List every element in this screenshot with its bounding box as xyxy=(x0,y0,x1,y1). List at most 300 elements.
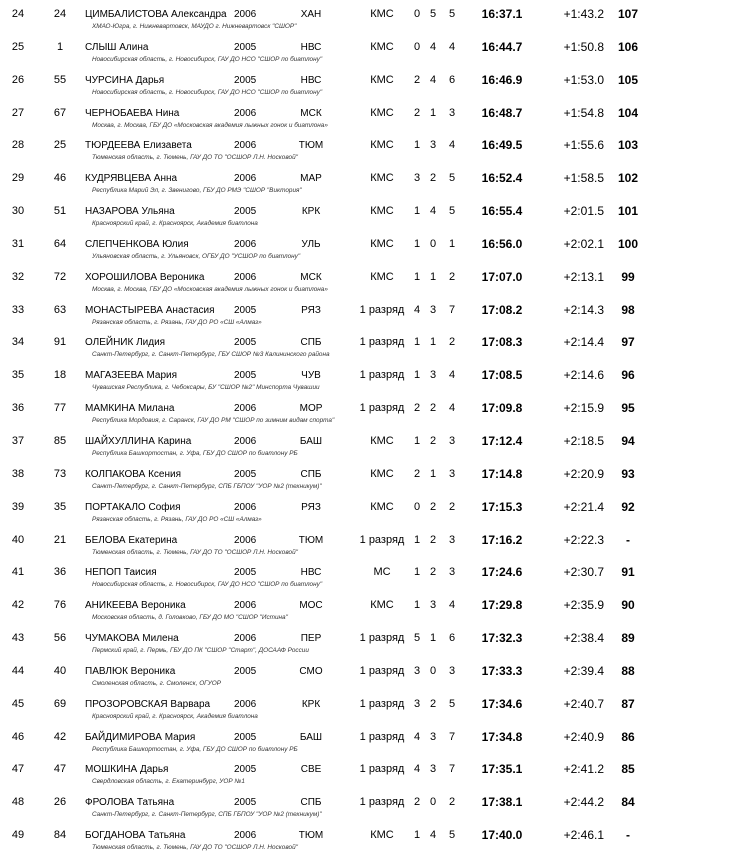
athlete-name: СЛЫШ Алина xyxy=(85,41,149,53)
finish-time-cell: 17:15.3 xyxy=(481,499,523,514)
region-cell: ТЮМ xyxy=(298,830,324,842)
region-cell: БАШ xyxy=(299,731,323,743)
bib-cell: 69 xyxy=(53,697,67,710)
region-cell: МОС xyxy=(299,600,323,612)
penalty-total-cell: 6 xyxy=(448,73,456,86)
sport-rank-cell: 1 разряд xyxy=(359,796,405,809)
sport-rank-cell: КМС xyxy=(370,829,394,842)
place-cell: 44 xyxy=(11,664,25,677)
sport-rank-cell: КМС xyxy=(370,172,394,185)
finish-time-cell: 17:12.4 xyxy=(481,433,523,448)
organization-cell: Санкт-Петербург, г. Санкт-Петербург, СПБ ГБПОУ "УОР №2 (техникум)" xyxy=(92,482,322,490)
sport-rank-cell: КМС xyxy=(370,237,394,250)
birth-year-cell: 2005 xyxy=(234,764,257,776)
sport-rank-cell: КМС xyxy=(370,434,394,447)
points-cell: 99 xyxy=(621,269,635,284)
penalty-total-cell: 6 xyxy=(448,632,456,645)
place-cell: 37 xyxy=(11,434,25,447)
region-cell: РЯЗ xyxy=(301,304,321,316)
points-cell: 95 xyxy=(621,401,635,416)
penalty-standing-cell: 1 xyxy=(429,270,437,283)
penalty-standing-cell: 3 xyxy=(429,599,437,612)
penalty-standing-cell: 3 xyxy=(429,763,437,776)
penalty-prone-cell: 2 xyxy=(413,402,421,415)
points-cell: 89 xyxy=(621,631,635,646)
points-cell: 86 xyxy=(621,729,635,744)
table-row xyxy=(0,361,750,394)
time-behind-cell: +2:44.2 xyxy=(563,795,604,810)
sport-rank-cell: 1 разряд xyxy=(359,303,405,316)
penalty-standing-cell: 1 xyxy=(429,336,437,349)
place-cell: 42 xyxy=(11,599,25,612)
penalty-standing-cell: 4 xyxy=(429,40,437,53)
time-behind-cell: +2:14.4 xyxy=(563,335,604,350)
penalty-total-cell: 4 xyxy=(448,40,456,53)
place-cell: 43 xyxy=(11,632,25,645)
organization-cell: Санкт-Петербург, г. Санкт-Петербург, ГБУ СШОР №3 Калининского района xyxy=(92,351,330,359)
penalty-standing-cell: 3 xyxy=(429,139,437,152)
points-cell: - xyxy=(626,828,630,843)
points-cell: 107 xyxy=(617,7,639,21)
points-cell: 84 xyxy=(621,795,635,810)
athlete-name: МОНАСТЫРЕВА Анастасия xyxy=(85,304,215,316)
finish-time-cell: 17:08.5 xyxy=(481,368,523,383)
time-behind-cell: +1:58.5 xyxy=(563,171,604,186)
penalty-standing-cell: 4 xyxy=(429,73,437,86)
points-cell: 96 xyxy=(621,368,635,383)
time-behind-cell: +1:50.8 xyxy=(563,39,604,54)
organization-cell: Санкт-Петербург, г. Санкт-Петербург, СПБ ГБПОУ "УОР №2 (техникум)" xyxy=(92,811,322,819)
time-behind-cell: +2:01.5 xyxy=(563,204,604,219)
region-cell: КРК xyxy=(301,206,321,218)
table-row xyxy=(0,460,750,493)
penalty-standing-cell: 2 xyxy=(429,697,437,710)
place-cell: 32 xyxy=(11,270,25,283)
organization-cell: Рязанская область, г. Рязань, ГАУ ДО РО «СШ «Алмаз» xyxy=(92,318,262,326)
region-cell: УЛЬ xyxy=(301,238,321,250)
time-behind-cell: +2:02.1 xyxy=(563,236,604,251)
birth-year-cell: 2005 xyxy=(234,74,257,86)
birth-year-cell: 2006 xyxy=(234,173,257,185)
organization-cell: Московская область, д. Головково, ГБУ ДО МО "СШОР "Истина" xyxy=(92,614,288,622)
penalty-total-cell: 3 xyxy=(448,566,456,579)
finish-time-cell: 17:35.1 xyxy=(481,762,523,777)
sport-rank-cell: 1 разряд xyxy=(359,763,405,776)
region-cell: ПЕР xyxy=(300,633,322,645)
athlete-name: КУДРЯВЦЕВА Анна xyxy=(85,173,178,185)
sport-rank-cell: КМС xyxy=(370,73,394,86)
penalty-prone-cell: 3 xyxy=(413,172,421,185)
penalty-total-cell: 1 xyxy=(448,237,456,250)
birth-year-cell: 2006 xyxy=(234,501,257,513)
bib-cell: 77 xyxy=(53,402,67,415)
athlete-name: МАМКИНА Милана xyxy=(85,403,175,415)
place-cell: 28 xyxy=(11,139,25,152)
birth-year-cell: 2005 xyxy=(234,206,257,218)
finish-time-cell: 16:55.4 xyxy=(481,204,523,219)
organization-cell: Республика Башкортостан, г. Уфа, ГБУ ДО СШОР по биатлону РБ xyxy=(92,745,298,753)
birth-year-cell: 2006 xyxy=(234,600,257,612)
birth-year-cell: 2005 xyxy=(234,304,257,316)
sport-rank-cell: 1 разряд xyxy=(359,336,405,349)
athlete-name: БЕЛОВА Екатерина xyxy=(85,534,178,546)
table-row xyxy=(0,197,750,230)
place-cell: 49 xyxy=(11,829,25,842)
organization-cell: Пермский край, г. Пермь, ГБУ ДО ПК "СШОР "Старт", ДОСААФ России xyxy=(92,647,309,655)
bib-cell: 24 xyxy=(53,8,67,20)
penalty-prone-cell: 5 xyxy=(413,632,421,645)
bib-cell: 73 xyxy=(53,467,67,480)
table-row xyxy=(0,427,750,460)
place-cell: 47 xyxy=(11,763,25,776)
place-cell: 31 xyxy=(11,237,25,250)
birth-year-cell: 2005 xyxy=(234,468,257,480)
region-cell: РЯЗ xyxy=(301,501,321,513)
penalty-prone-cell: 1 xyxy=(413,599,421,612)
time-behind-cell: +2:40.7 xyxy=(563,696,604,711)
birth-year-cell: 2005 xyxy=(234,370,257,382)
penalty-prone-cell: 1 xyxy=(413,270,421,283)
bib-cell: 64 xyxy=(53,237,67,250)
points-cell: 88 xyxy=(621,663,635,678)
place-cell: 33 xyxy=(11,303,25,316)
birth-year-cell: 2006 xyxy=(234,698,257,710)
penalty-total-cell: 2 xyxy=(448,336,456,349)
organization-cell: Москва, г. Москва, ГБУ ДО «Московская академия лыжных гонок и биатлона» xyxy=(92,121,328,129)
penalty-total-cell: 3 xyxy=(448,664,456,677)
time-behind-cell: +2:39.4 xyxy=(563,663,604,678)
athlete-name: ЧЕРНОБАЕВА Нина xyxy=(85,107,180,119)
penalty-total-cell: 4 xyxy=(448,369,456,382)
penalty-total-cell: 4 xyxy=(448,599,456,612)
birth-year-cell: 2006 xyxy=(234,830,257,842)
bib-cell: 21 xyxy=(53,533,67,546)
athlete-name: КОЛПАКОВА Ксения xyxy=(85,468,181,480)
sport-rank-cell: КМС xyxy=(370,270,394,283)
table-row xyxy=(0,526,750,559)
place-cell: 30 xyxy=(11,205,25,218)
athlete-name: ЧУМАКОВА Милена xyxy=(85,633,179,645)
points-cell: 106 xyxy=(617,39,639,54)
place-cell: 29 xyxy=(11,172,25,185)
organization-cell: Смоленская область, г. Смоленск, ОГУОР xyxy=(92,679,221,687)
points-cell: 105 xyxy=(617,72,639,87)
penalty-standing-cell: 2 xyxy=(429,533,437,546)
region-cell: МСК xyxy=(300,271,322,283)
finish-time-cell: 17:40.0 xyxy=(481,828,523,843)
table-row xyxy=(0,624,750,657)
penalty-prone-cell: 1 xyxy=(413,369,421,382)
organization-cell: Тюменская область, г. Тюмень, ГАУ ДО ТО "ОСШОР Л.Н. Носковой" xyxy=(92,844,298,852)
place-cell: 26 xyxy=(11,73,25,86)
bib-cell: 85 xyxy=(53,434,67,447)
athlete-name: ОЛЕЙНИК Лидия xyxy=(85,337,166,349)
region-cell: СВЕ xyxy=(300,764,322,776)
penalty-total-cell: 5 xyxy=(448,8,456,20)
table-row xyxy=(0,33,750,66)
penalty-standing-cell: 3 xyxy=(429,730,437,743)
penalty-total-cell: 3 xyxy=(448,533,456,546)
organization-cell: Тюменская область, г. Тюмень, ГАУ ДО ТО "ОСШОР Л.Н. Носковой" xyxy=(92,154,298,162)
athlete-name: ЦИМБАЛИСТОВА Александра xyxy=(85,9,227,20)
finish-time-cell: 17:08.2 xyxy=(481,302,523,317)
time-behind-cell: +2:21.4 xyxy=(563,499,604,514)
penalty-standing-cell: 1 xyxy=(429,106,437,119)
finish-time-cell: 16:46.9 xyxy=(481,72,523,87)
organization-cell: Тюменская область, г. Тюмень, ГАУ ДО ТО "ОСШОР Л.Н. Носковой" xyxy=(92,548,298,556)
points-cell: 100 xyxy=(617,236,639,251)
time-behind-cell: +2:20.9 xyxy=(563,466,604,481)
place-cell: 25 xyxy=(11,40,25,53)
table-row xyxy=(0,493,750,526)
points-cell: 93 xyxy=(621,466,635,481)
finish-time-cell: 16:37.1 xyxy=(481,7,523,21)
region-cell: КРК xyxy=(301,698,321,710)
athlete-name: БАЙДИМИРОВА Мария xyxy=(85,731,196,743)
penalty-total-cell: 2 xyxy=(448,270,456,283)
points-cell: 104 xyxy=(617,105,639,120)
penalty-prone-cell: 0 xyxy=(413,40,421,53)
organization-cell: Ульяновская область, г. Ульяновск, ОГБУ ДО "УСШОР по биатлону" xyxy=(92,252,301,260)
table-row xyxy=(0,723,750,756)
finish-time-cell: 17:34.8 xyxy=(481,729,523,744)
region-cell: СПБ xyxy=(300,337,322,349)
birth-year-cell: 2006 xyxy=(234,140,257,152)
place-cell: 41 xyxy=(11,566,25,579)
table-row xyxy=(0,788,750,821)
sport-rank-cell: КМС xyxy=(370,40,394,53)
penalty-prone-cell: 4 xyxy=(413,730,421,743)
penalty-total-cell: 2 xyxy=(448,500,456,513)
sport-rank-cell: КМС xyxy=(370,8,394,20)
time-behind-cell: +1:53.0 xyxy=(563,72,604,87)
birth-year-cell: 2006 xyxy=(234,238,257,250)
penalty-total-cell: 5 xyxy=(448,697,456,710)
penalty-prone-cell: 1 xyxy=(413,533,421,546)
penalty-prone-cell: 1 xyxy=(413,237,421,250)
penalty-standing-cell: 4 xyxy=(429,829,437,842)
finish-time-cell: 16:56.0 xyxy=(481,236,523,251)
penalty-prone-cell: 4 xyxy=(413,763,421,776)
penalty-standing-cell: 0 xyxy=(429,664,437,677)
points-cell: 98 xyxy=(621,302,635,317)
table-row xyxy=(0,821,750,854)
organization-cell: Республика Башкортостан, г. Уфа, ГБУ ДО СШОР по биатлону РБ xyxy=(92,449,298,457)
place-cell: 38 xyxy=(11,467,25,480)
points-cell: 103 xyxy=(617,138,639,153)
penalty-total-cell: 7 xyxy=(448,763,456,776)
table-row xyxy=(0,0,750,33)
table-row xyxy=(0,328,750,361)
bib-cell: 42 xyxy=(53,730,67,743)
birth-year-cell: 2005 xyxy=(234,337,257,349)
table-row xyxy=(0,66,750,99)
penalty-total-cell: 2 xyxy=(448,796,456,809)
organization-cell: Республика Марий Эл, г. Звенигово, ГБУ ДО РМЭ "СШОР "Виктория" xyxy=(92,187,302,195)
penalty-prone-cell: 2 xyxy=(413,796,421,809)
birth-year-cell: 2005 xyxy=(234,665,257,677)
birth-year-cell: 2005 xyxy=(234,41,257,53)
bib-cell: 55 xyxy=(53,73,67,86)
finish-time-cell: 16:49.5 xyxy=(481,138,523,153)
sport-rank-cell: 1 разряд xyxy=(359,697,405,710)
penalty-standing-cell: 2 xyxy=(429,434,437,447)
organization-cell: Свердловская область, г. Екатеринбург, УОР №1 xyxy=(92,778,245,786)
sport-rank-cell: 1 разряд xyxy=(359,730,405,743)
place-cell: 45 xyxy=(11,697,25,710)
region-cell: ЧУВ xyxy=(301,370,321,382)
region-cell: ХАН xyxy=(300,9,322,20)
penalty-standing-cell: 3 xyxy=(429,369,437,382)
bib-cell: 18 xyxy=(53,369,67,382)
athlete-name: НАЗАРОВА Ульяна xyxy=(85,206,175,218)
time-behind-cell: +2:35.9 xyxy=(563,598,604,613)
athlete-name: ХОРОШИЛОВА Вероника xyxy=(85,271,205,283)
points-cell: 97 xyxy=(621,335,635,350)
sport-rank-cell: КМС xyxy=(370,205,394,218)
organization-cell: Красноярский край, г. Красноярск, Академия биатлона xyxy=(92,712,258,720)
athlete-name: ЧУРСИНА Дарья xyxy=(85,74,165,86)
points-cell: 90 xyxy=(621,598,635,613)
place-cell: 48 xyxy=(11,796,25,809)
time-behind-cell: +2:13.1 xyxy=(563,269,604,284)
place-cell: 27 xyxy=(11,106,25,119)
birth-year-cell: 2006 xyxy=(234,9,257,20)
table-row xyxy=(0,657,750,690)
organization-cell: Рязанская область, г. Рязань, ГАУ ДО РО «СШ «Алмаз» xyxy=(92,515,262,523)
sport-rank-cell: МС xyxy=(373,566,391,579)
penalty-prone-cell: 3 xyxy=(413,664,421,677)
penalty-total-cell: 4 xyxy=(448,402,456,415)
organization-cell: Чувашская Республика, г. Чебоксары, БУ "СШОР №2" Минспорта Чувашии xyxy=(92,384,320,392)
sport-rank-cell: КМС xyxy=(370,599,394,612)
table-row xyxy=(0,558,750,591)
penalty-standing-cell: 2 xyxy=(429,172,437,185)
time-behind-cell: +1:55.6 xyxy=(563,138,604,153)
birth-year-cell: 2005 xyxy=(234,731,257,743)
region-cell: МСК xyxy=(300,107,322,119)
finish-time-cell: 17:29.8 xyxy=(481,598,523,613)
region-cell: МОР xyxy=(299,403,323,415)
time-behind-cell: +2:15.9 xyxy=(563,401,604,416)
birth-year-cell: 2006 xyxy=(234,271,257,283)
bib-cell: 36 xyxy=(53,566,67,579)
table-row xyxy=(0,591,750,624)
finish-time-cell: 17:32.3 xyxy=(481,631,523,646)
birth-year-cell: 2006 xyxy=(234,403,257,415)
bib-cell: 47 xyxy=(53,763,67,776)
points-cell: 102 xyxy=(617,171,639,186)
penalty-prone-cell: 1 xyxy=(413,139,421,152)
bib-cell: 25 xyxy=(53,139,67,152)
penalty-prone-cell: 1 xyxy=(413,434,421,447)
place-cell: 34 xyxy=(11,336,25,349)
birth-year-cell: 2006 xyxy=(234,534,257,546)
sport-rank-cell: КМС xyxy=(370,500,394,513)
athlete-name: МОШКИНА Дарья xyxy=(85,764,169,776)
time-behind-cell: +2:30.7 xyxy=(563,565,604,580)
table-row xyxy=(0,296,750,329)
organization-cell: Новосибирская область, г. Новосибирск, ГАУ ДО НСО "СШОР по биатлону" xyxy=(92,55,323,63)
penalty-prone-cell: 4 xyxy=(413,303,421,316)
finish-time-cell: 17:16.2 xyxy=(481,532,523,547)
bib-cell: 67 xyxy=(53,106,67,119)
bib-cell: 56 xyxy=(53,632,67,645)
bib-cell: 63 xyxy=(53,303,67,316)
region-cell: ТЮМ xyxy=(298,534,324,546)
penalty-standing-cell: 4 xyxy=(429,205,437,218)
table-row xyxy=(0,99,750,132)
time-behind-cell: +2:41.2 xyxy=(563,762,604,777)
finish-time-cell: 17:08.3 xyxy=(481,335,523,350)
penalty-total-cell: 4 xyxy=(448,139,456,152)
organization-cell: Республика Мордовия, г. Саранск, ГАУ ДО РМ "СШОР по зимним видам спорта" xyxy=(92,417,335,425)
finish-time-cell: 17:24.6 xyxy=(481,565,523,580)
points-cell: 87 xyxy=(621,696,635,711)
sport-rank-cell: КМС xyxy=(370,139,394,152)
region-cell: ТЮМ xyxy=(298,140,324,152)
region-cell: НВС xyxy=(300,74,322,86)
time-behind-cell: +2:38.4 xyxy=(563,631,604,646)
finish-time-cell: 16:52.4 xyxy=(481,171,523,186)
place-cell: 35 xyxy=(11,369,25,382)
region-cell: БАШ xyxy=(299,435,323,447)
penalty-total-cell: 3 xyxy=(448,467,456,480)
penalty-prone-cell: 2 xyxy=(413,73,421,86)
time-behind-cell: +2:14.6 xyxy=(563,368,604,383)
bib-cell: 76 xyxy=(53,599,67,612)
athlete-name: ПРОЗОРОВСКАЯ Варвара xyxy=(85,698,211,710)
time-behind-cell: +2:46.1 xyxy=(563,828,604,843)
penalty-standing-cell: 2 xyxy=(429,500,437,513)
region-cell: МАР xyxy=(300,173,322,185)
sport-rank-cell: 1 разряд xyxy=(359,632,405,645)
place-cell: 46 xyxy=(11,730,25,743)
points-cell: 85 xyxy=(621,762,635,777)
sport-rank-cell: 1 разряд xyxy=(359,402,405,415)
points-cell: 101 xyxy=(617,204,639,219)
sport-rank-cell: КМС xyxy=(370,467,394,480)
region-cell: НВС xyxy=(300,41,322,53)
penalty-total-cell: 3 xyxy=(448,106,456,119)
penalty-standing-cell: 3 xyxy=(429,303,437,316)
place-cell: 24 xyxy=(11,8,25,20)
bib-cell: 40 xyxy=(53,664,67,677)
table-row xyxy=(0,755,750,788)
region-cell: НВС xyxy=(300,567,322,579)
organization-cell: Красноярский край, г. Красноярск, Академия биатлона xyxy=(92,220,258,228)
time-behind-cell: +1:43.2 xyxy=(563,7,604,21)
place-cell: 39 xyxy=(11,500,25,513)
place-cell: 40 xyxy=(11,533,25,546)
time-behind-cell: +2:40.9 xyxy=(563,729,604,744)
bib-cell: 26 xyxy=(53,796,67,809)
penalty-standing-cell: 0 xyxy=(429,237,437,250)
finish-time-cell: 17:34.6 xyxy=(481,696,523,711)
table-row xyxy=(0,131,750,164)
penalty-total-cell: 5 xyxy=(448,829,456,842)
table-row xyxy=(0,394,750,427)
points-cell: 94 xyxy=(621,433,635,448)
time-behind-cell: +2:14.3 xyxy=(563,302,604,317)
time-behind-cell: +1:54.8 xyxy=(563,105,604,120)
time-behind-cell: +2:22.3 xyxy=(563,532,604,547)
table-row xyxy=(0,230,750,263)
sport-rank-cell: 1 разряд xyxy=(359,369,405,382)
finish-time-cell: 17:07.0 xyxy=(481,269,523,284)
penalty-prone-cell: 0 xyxy=(413,500,421,513)
birth-year-cell: 2005 xyxy=(234,567,257,579)
